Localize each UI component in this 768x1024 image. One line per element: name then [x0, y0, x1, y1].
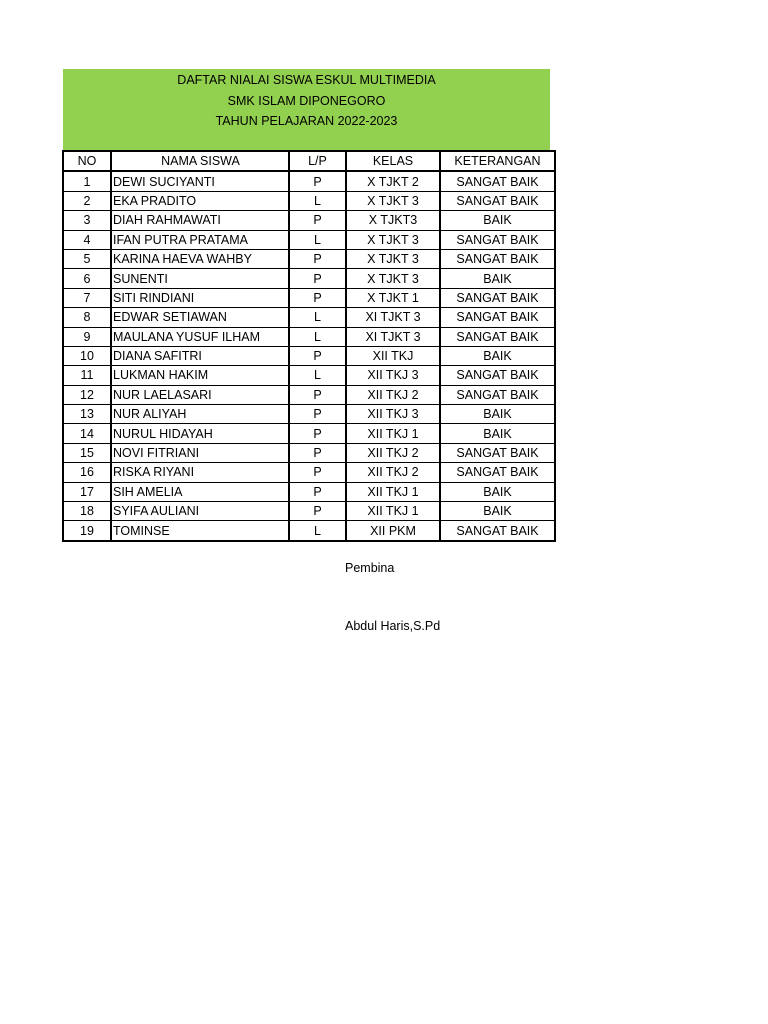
- table-row: [63, 191, 555, 210]
- table-row: [63, 463, 555, 482]
- cell-lp: P: [289, 288, 346, 307]
- cell-keterangan: SANGAT BAIK: [440, 521, 555, 541]
- cell-keterangan: SANGAT BAIK: [440, 366, 555, 385]
- cell-keterangan: SANGAT BAIK: [440, 191, 555, 210]
- table-row: [63, 366, 555, 385]
- cell-no: 10: [63, 346, 111, 365]
- table-header-row: [63, 151, 555, 171]
- cell-kelas: X TJKT 1: [346, 288, 440, 307]
- cell-lp: L: [289, 191, 346, 210]
- table-row: [63, 171, 555, 191]
- cell-no: 16: [63, 463, 111, 482]
- cell-kelas: XI TJKT 3: [346, 308, 440, 327]
- cell-kelas: XI TJKT 3: [346, 327, 440, 346]
- table-row: [63, 521, 555, 541]
- column-header-kelas: KELAS: [346, 151, 440, 171]
- table-row: [63, 327, 555, 346]
- cell-nama-siswa: SITI RINDIANI: [111, 288, 289, 307]
- cell-no: 19: [63, 521, 111, 541]
- cell-keterangan: BAIK: [440, 346, 555, 365]
- cell-no: 11: [63, 366, 111, 385]
- cell-no: 3: [63, 211, 111, 230]
- cell-keterangan: SANGAT BAIK: [440, 249, 555, 268]
- cell-kelas: XII TKJ 1: [346, 482, 440, 501]
- signature-name: Abdul Haris,S.Pd: [345, 619, 441, 633]
- cell-kelas: XII TKJ 2: [346, 443, 440, 462]
- cell-kelas: X TJKT 3: [346, 249, 440, 268]
- cell-no: 1: [63, 171, 111, 191]
- cell-lp: P: [289, 211, 346, 230]
- cell-kelas: X TJKT3: [346, 211, 440, 230]
- cell-kelas: XII TKJ 3: [346, 366, 440, 385]
- table-row: [63, 482, 555, 501]
- document-header: [63, 69, 550, 150]
- cell-keterangan: SANGAT BAIK: [440, 443, 555, 462]
- cell-lp: P: [289, 171, 346, 191]
- cell-kelas: X TJKT 3: [346, 269, 440, 288]
- cell-no: 15: [63, 443, 111, 462]
- cell-kelas: X TJKT 2: [346, 171, 440, 191]
- cell-nama-siswa: DEWI SUCIYANTI: [111, 171, 289, 191]
- cell-kelas: XII TKJ 2: [346, 385, 440, 404]
- cell-nama-siswa: NUR ALIYAH: [111, 405, 289, 424]
- cell-nama-siswa: EDWAR SETIAWAN: [111, 308, 289, 327]
- cell-lp: P: [289, 424, 346, 443]
- cell-lp: P: [289, 385, 346, 404]
- cell-nama-siswa: NUR LAELASARI: [111, 385, 289, 404]
- cell-no: 6: [63, 269, 111, 288]
- cell-kelas: XII TKJ 2: [346, 463, 440, 482]
- cell-keterangan: BAIK: [440, 482, 555, 501]
- cell-nama-siswa: NURUL HIDAYAH: [111, 424, 289, 443]
- cell-keterangan: SANGAT BAIK: [440, 230, 555, 249]
- cell-no: 18: [63, 502, 111, 521]
- signature-title: Pembina: [345, 561, 395, 575]
- cell-no: 17: [63, 482, 111, 501]
- column-header-lp: L/P: [289, 151, 346, 171]
- column-header-keterangan: KETERANGAN: [440, 151, 555, 171]
- header-title: DAFTAR NIALAI SISWA ESKUL MULTIMEDIA: [177, 73, 436, 87]
- table-row: [63, 385, 555, 404]
- cell-no: 7: [63, 288, 111, 307]
- cell-nama-siswa: SUNENTI: [111, 269, 289, 288]
- cell-nama-siswa: LUKMAN HAKIM: [111, 366, 289, 385]
- cell-nama-siswa: TOMINSE: [111, 521, 289, 541]
- table-row: [63, 405, 555, 424]
- cell-no: 14: [63, 424, 111, 443]
- cell-nama-siswa: SIH AMELIA: [111, 482, 289, 501]
- cell-keterangan: BAIK: [440, 405, 555, 424]
- cell-nama-siswa: RISKA RIYANI: [111, 463, 289, 482]
- cell-no: 8: [63, 308, 111, 327]
- table-body: [63, 171, 555, 540]
- cell-keterangan: BAIK: [440, 502, 555, 521]
- cell-lp: P: [289, 249, 346, 268]
- table-row: [63, 443, 555, 462]
- cell-lp: L: [289, 366, 346, 385]
- cell-kelas: XII PKM: [346, 521, 440, 541]
- cell-kelas: XII TKJ: [346, 346, 440, 365]
- cell-kelas: XII TKJ 1: [346, 502, 440, 521]
- cell-nama-siswa: SYIFA AULIANI: [111, 502, 289, 521]
- cell-no: 9: [63, 327, 111, 346]
- table-row: [63, 249, 555, 268]
- cell-kelas: XII TKJ 3: [346, 405, 440, 424]
- cell-nama-siswa: KARINA HAEVA WAHBY: [111, 249, 289, 268]
- cell-keterangan: BAIK: [440, 424, 555, 443]
- cell-nama-siswa: DIANA SAFITRI: [111, 346, 289, 365]
- table-row: [63, 346, 555, 365]
- cell-keterangan: SANGAT BAIK: [440, 385, 555, 404]
- table-row: [63, 502, 555, 521]
- header-academic-year: TAHUN PELAJARAN 2022-2023: [215, 114, 398, 128]
- cell-lp: L: [289, 521, 346, 541]
- cell-lp: P: [289, 482, 346, 501]
- cell-no: 4: [63, 230, 111, 249]
- cell-keterangan: SANGAT BAIK: [440, 463, 555, 482]
- cell-no: 2: [63, 191, 111, 210]
- cell-keterangan: BAIK: [440, 269, 555, 288]
- table-row: [63, 288, 555, 307]
- table-row: [63, 211, 555, 230]
- cell-no: 5: [63, 249, 111, 268]
- cell-lp: P: [289, 269, 346, 288]
- cell-keterangan: SANGAT BAIK: [440, 288, 555, 307]
- cell-nama-siswa: EKA PRADITO: [111, 191, 289, 210]
- cell-lp: P: [289, 443, 346, 462]
- cell-no: 13: [63, 405, 111, 424]
- cell-keterangan: SANGAT BAIK: [440, 171, 555, 191]
- header-school-name: SMK ISLAM DIPONEGORO: [227, 94, 386, 108]
- cell-lp: P: [289, 463, 346, 482]
- cell-nama-siswa: MAULANA YUSUF ILHAM: [111, 327, 289, 346]
- cell-keterangan: BAIK: [440, 211, 555, 230]
- cell-lp: L: [289, 308, 346, 327]
- cell-lp: L: [289, 230, 346, 249]
- cell-lp: P: [289, 346, 346, 365]
- column-header-nama-siswa: NAMA SISWA: [111, 151, 289, 171]
- cell-keterangan: SANGAT BAIK: [440, 327, 555, 346]
- cell-nama-siswa: IFAN PUTRA PRATAMA: [111, 230, 289, 249]
- cell-nama-siswa: NOVI FITRIANI: [111, 443, 289, 462]
- table-row: [63, 308, 555, 327]
- column-header-no: NO: [63, 151, 111, 171]
- cell-lp: P: [289, 405, 346, 424]
- cell-nama-siswa: DIAH RAHMAWATI: [111, 211, 289, 230]
- cell-kelas: XII TKJ 1: [346, 424, 440, 443]
- cell-keterangan: SANGAT BAIK: [440, 308, 555, 327]
- table-row: [63, 424, 555, 443]
- cell-kelas: X TJKT 3: [346, 230, 440, 249]
- table-row: [63, 269, 555, 288]
- table-row: [63, 230, 555, 249]
- cell-lp: L: [289, 327, 346, 346]
- cell-kelas: X TJKT 3: [346, 191, 440, 210]
- cell-lp: P: [289, 502, 346, 521]
- student-table: [62, 150, 556, 542]
- cell-no: 12: [63, 385, 111, 404]
